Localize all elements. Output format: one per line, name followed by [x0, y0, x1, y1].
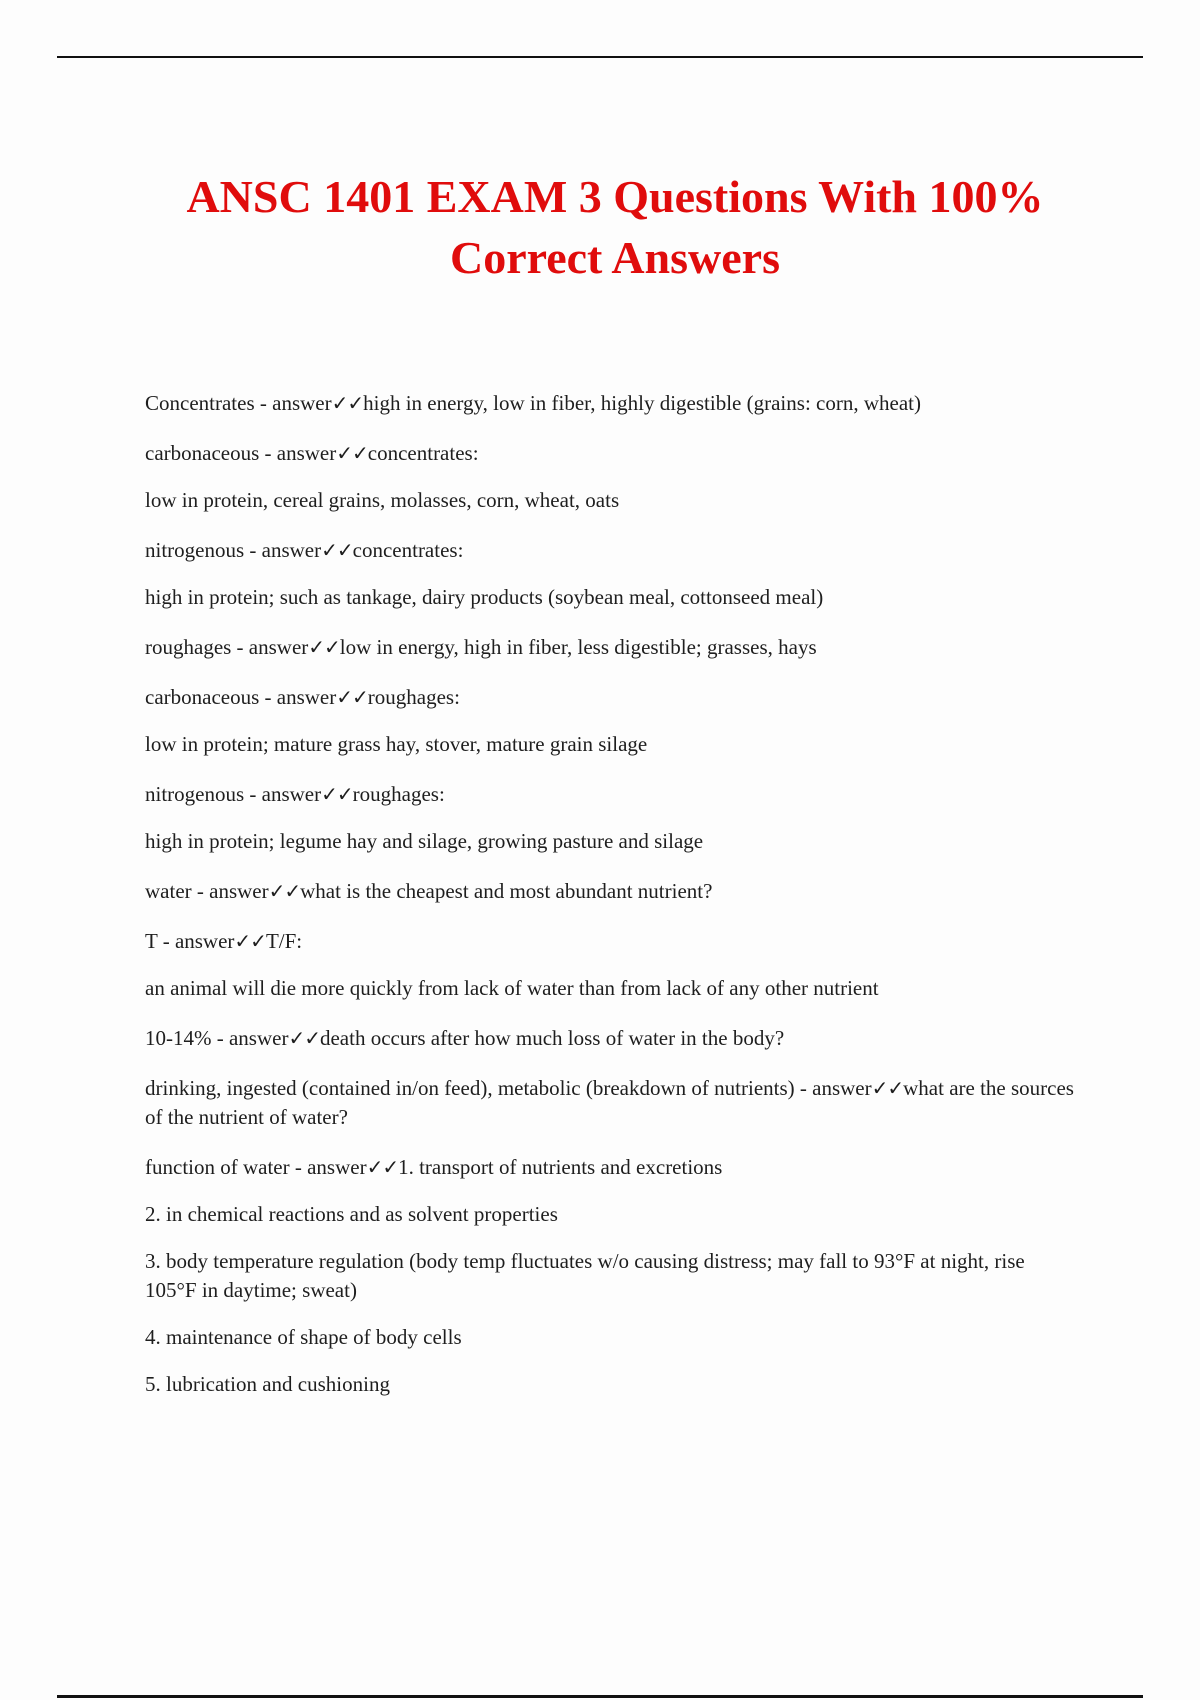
question-text: death occurs after how much loss of water in the body? — [319, 1026, 785, 1050]
qa-line — [145, 439, 1075, 468]
question-text: low in energy, high in fiber, less digestible; grasses, hays — [339, 635, 817, 659]
question-text: concentrates: — [352, 538, 464, 562]
double-check-icon: ✓✓ — [321, 538, 353, 562]
question-text: what are the sources of the nutrient of water? — [145, 1076, 1074, 1129]
double-check-icon: ✓✓ — [288, 1026, 320, 1050]
double-check-icon: ✓✓ — [366, 1155, 399, 1179]
double-check-icon: ✓✓ — [234, 929, 266, 953]
document-title — [100, 166, 1130, 288]
double-check-icon: ✓✓ — [331, 391, 364, 415]
double-check-icon: ✓✓ — [308, 635, 340, 659]
top-rule — [57, 56, 1143, 58]
answer-term: T - answer — [145, 929, 235, 953]
double-check-icon: ✓✓ — [336, 685, 368, 709]
qa-line — [145, 536, 1075, 565]
continuation-line: 5. lubrication and cushioning — [145, 1372, 390, 1396]
answer-term: nitrogenous - answer — [145, 538, 322, 562]
answer-term: carbonaceous - answer — [145, 441, 337, 465]
double-check-icon: ✓✓ — [336, 441, 368, 465]
qa-line — [145, 1074, 1075, 1132]
continuation-line: 4. maintenance of shape of body cells — [145, 1325, 462, 1349]
continuation-line: low in protein; mature grass hay, stover, mature grain silage — [145, 732, 648, 756]
continuation-line: high in protein; such as tankage, dairy products (soybean meal, cottonseed meal) — [145, 585, 824, 609]
double-check-icon: ✓✓ — [268, 879, 301, 903]
continuation-line: 3. body temperature regulation (body temp fluctuates w/o causing distress; may fall to 93°F at night, rise 105°F in daytime; sweat) — [145, 1249, 1025, 1302]
continuation-line: 2. in chemical reactions and as solvent properties — [145, 1202, 558, 1226]
double-check-icon: ✓✓ — [321, 782, 353, 806]
question-text: roughages: — [367, 685, 460, 709]
answer-term: function of water - answer — [145, 1155, 367, 1179]
double-check-icon: ✓✓ — [871, 1076, 904, 1100]
question-text: T/F: — [265, 929, 303, 953]
qa-line — [145, 780, 1075, 809]
answer-term: carbonaceous - answer — [145, 685, 337, 709]
answer-term: water - answer — [145, 879, 269, 903]
title-line-2: Correct Answers — [450, 232, 780, 283]
qa-line — [145, 1024, 1075, 1053]
qa-line — [145, 1153, 1075, 1182]
question-text: roughages: — [352, 782, 445, 806]
question-text: concentrates: — [367, 441, 479, 465]
question-text: 1. transport of nutrients and excretions — [398, 1155, 723, 1179]
answer-term: roughages - answer — [145, 635, 309, 659]
continuation-line: high in protein; legume hay and silage, growing pasture and silage — [145, 829, 704, 853]
qa-line — [145, 633, 1075, 662]
question-text: high in energy, low in fiber, highly digestible (grains: corn, wheat) — [363, 391, 921, 415]
question-text: what is the cheapest and most abundant nutrient? — [300, 879, 713, 903]
answer-term: 10-14% - answer — [145, 1026, 289, 1050]
qa-line — [145, 927, 1075, 956]
qa-line — [145, 877, 1075, 906]
answer-term: nitrogenous - answer — [145, 782, 322, 806]
continuation-line: an animal will die more quickly from lack of water than from lack of any other nutrient — [145, 976, 879, 1000]
answer-term: Concentrates - answer — [145, 391, 332, 415]
title-line-1: ANSC 1401 EXAM 3 Questions With 100% — [186, 171, 1044, 222]
continuation-line: low in protein, cereal grains, molasses, corn, wheat, oats — [145, 488, 620, 512]
qa-line — [145, 389, 1075, 418]
document-body — [145, 389, 1075, 1399]
bottom-rule — [57, 1695, 1143, 1698]
qa-line — [145, 683, 1075, 712]
answer-term: drinking, ingested (contained in/on feed), metabolic (breakdown of nutrients) - answer — [145, 1076, 872, 1100]
